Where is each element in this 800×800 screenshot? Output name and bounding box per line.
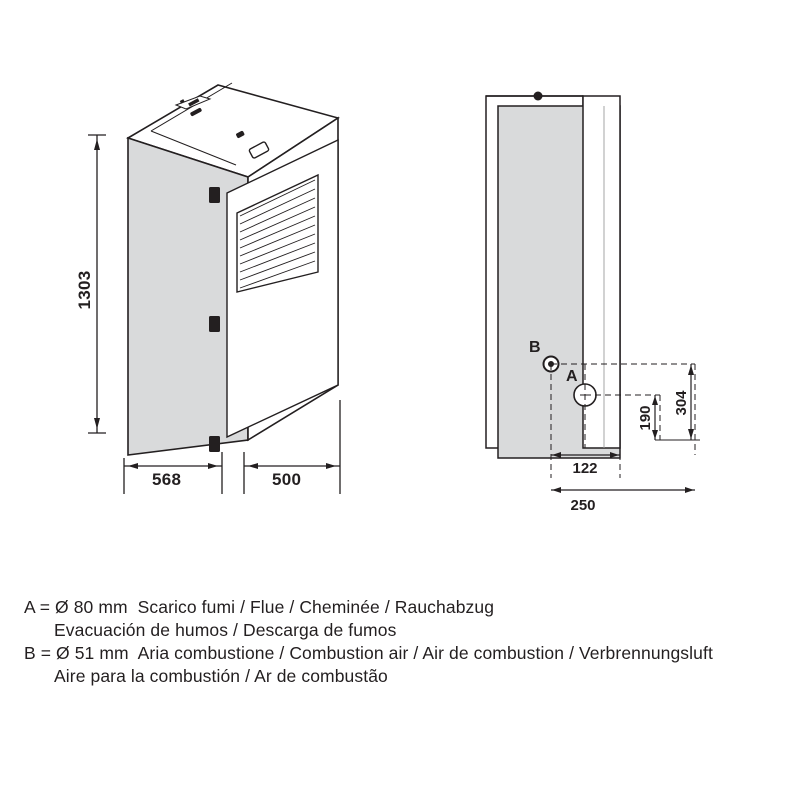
hinge-top — [209, 187, 220, 203]
top-knob-icon — [534, 92, 543, 101]
side-view — [486, 92, 700, 515]
height-dimension — [75, 135, 106, 433]
dimension-250-label: 250 — [570, 497, 596, 514]
callout-a-label: A — [566, 368, 578, 385]
callout-b-label: B — [529, 339, 541, 356]
legend-line-b: B = Ø 51 mm Aria combustione / Combustion air / Air de combustion / Verbrennungsluft — [24, 643, 713, 663]
dimension-height-label: 1303 — [75, 270, 94, 310]
dimension-width-label: 568 — [152, 470, 182, 489]
hinge-middle — [209, 316, 220, 332]
legend-line-a: A = Ø 80 mm Scarico fumi / Flue / Cheminée / Rauchabzug — [24, 597, 495, 617]
legend-line-a-cont: Evacuación de humos / Descarga de fumos — [54, 620, 397, 640]
dimension-flue-height — [637, 395, 658, 440]
legend-line-b-cont: Aire para la combustión / Ar de combustão — [54, 666, 388, 686]
dimension-304-label: 304 — [673, 390, 690, 416]
legend-block — [24, 596, 764, 688]
dimension-depth-label: 500 — [272, 470, 302, 489]
perspective-view — [75, 83, 340, 494]
dimension-air-height — [655, 364, 700, 440]
width-dimension — [124, 452, 222, 494]
dimension-122-label: 122 — [572, 460, 598, 477]
dimension-total-depth — [551, 487, 695, 514]
hinge-bottom — [209, 436, 220, 452]
dimension-190-label: 190 — [637, 405, 654, 431]
